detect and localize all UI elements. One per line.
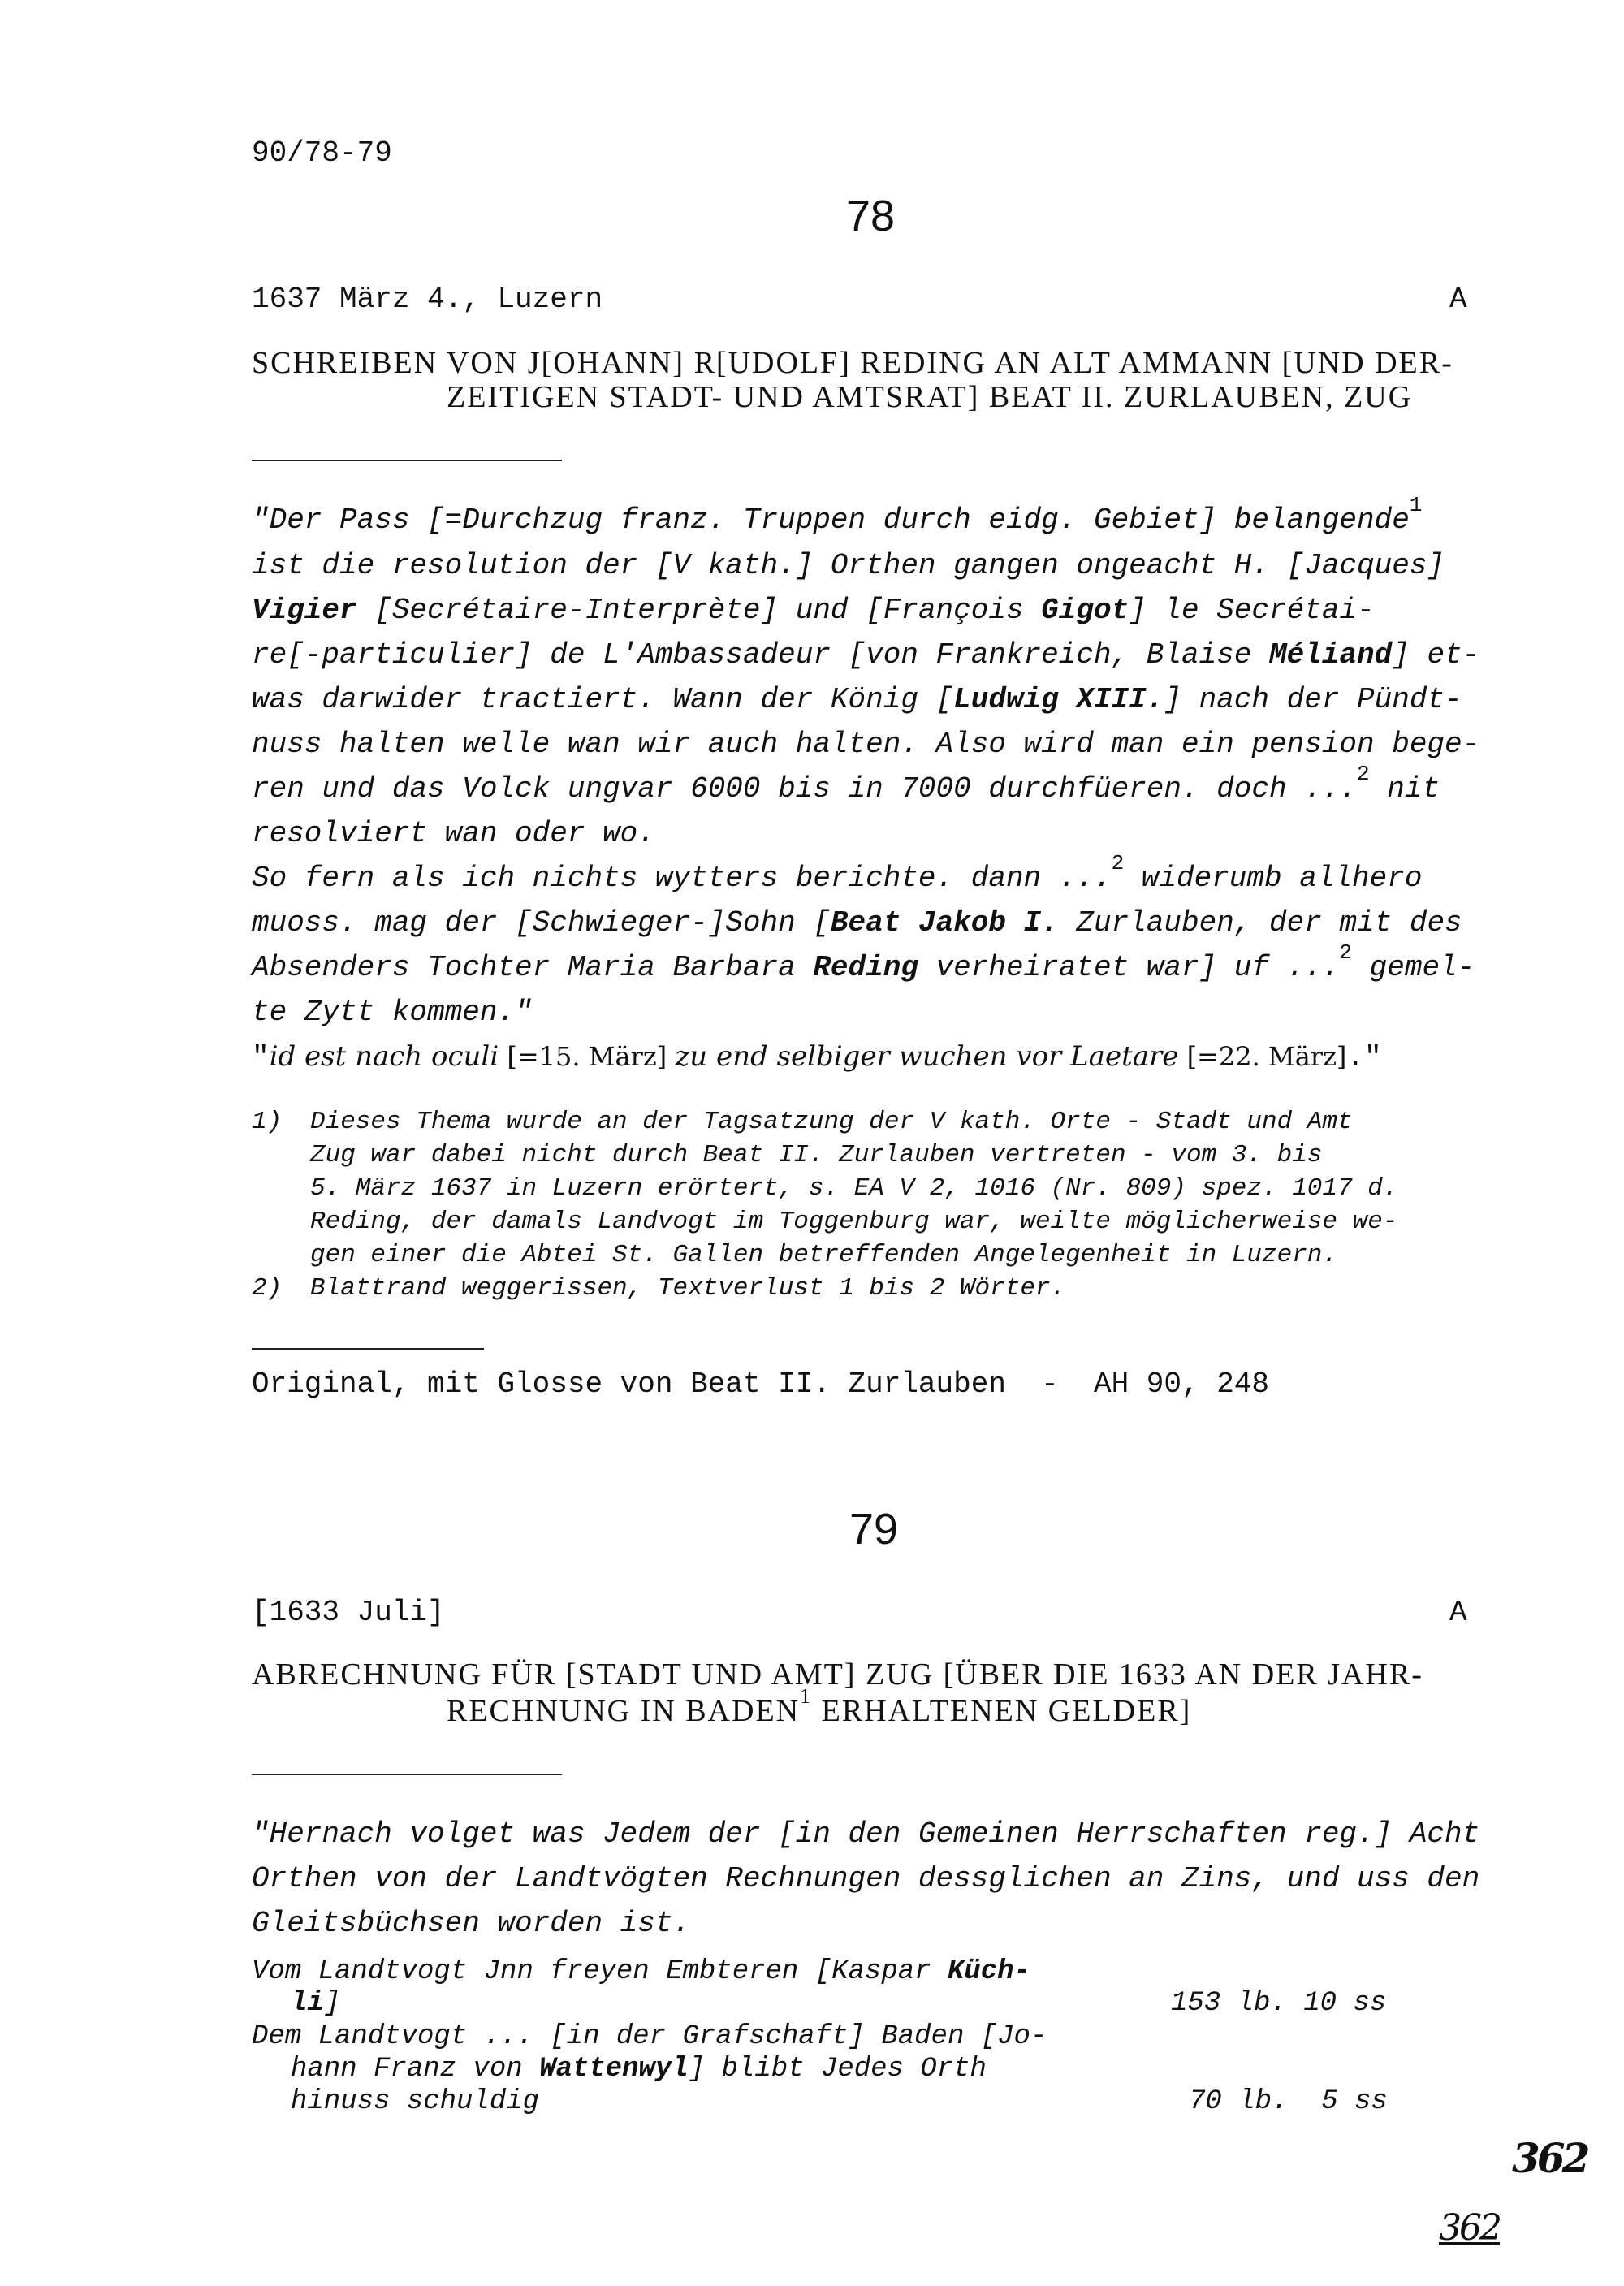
footnote-line: gen einer die Abtei St. Gallen betreffenden Angelegenheit in Luzern. <box>310 1241 1338 1269</box>
body-line: nuss halten welle wan wir auch halten. Also wird man ein pension bege- <box>252 728 1480 761</box>
document-marker: A <box>1449 283 1467 316</box>
body-line: Vigier [Secrétaire-Interprète] und [François Gigot] le Secrétai- <box>252 594 1375 627</box>
document-marker: A <box>1449 1596 1467 1629</box>
body-line: So fern als ich nichts wytters berichte. dann ...$^2$ widerumb allhero <box>252 851 1423 895</box>
section-divider <box>252 460 562 461</box>
ledger-amount: 153 lb. 10 ss <box>1171 1988 1387 2019</box>
archive-reference: 90/78-79 <box>252 136 392 170</box>
ledger-entry-line: li] <box>291 1988 341 2019</box>
ledger-entry-line: Dem Landtvogt ... [in der Grafschaft] Baden [Jo- <box>252 2021 1047 2052</box>
gloss-line: "id est nach oculi [=15. März] zu end selbiger wuchen vor Laetare [=22. März]." <box>252 1040 1382 1074</box>
footnote-line: Dieses Thema wurde an der Tagsatzung der V kath. Orte - Stadt und Amt <box>310 1108 1353 1136</box>
ledger-entry-line: Vom Landtvogt Jnn freyen Embteren [Kaspar Küch- <box>252 1956 1030 1987</box>
document-title-line: SCHREIBEN VON J[OHANN] R[UDOLF] REDING AN ALT AMMANN [UND DER- <box>252 346 1453 380</box>
body-line: resolviert wan oder wo. <box>252 817 655 850</box>
ledger-entry-line: hinuss schuldig <box>291 2086 540 2117</box>
body-line: ist die resolution der [V kath.] Orthen gangen ongeacht H. [Jacques] <box>252 549 1445 582</box>
footnote-line: Blattrand weggerissen, Textverlust 1 bis 2 Wörter. <box>310 1274 1066 1303</box>
footnote-number: 2) <box>252 1274 283 1303</box>
body-line: "Hernach volget was Jedem der [in den Gemeinen Herrschaften reg.] Acht <box>252 1817 1480 1851</box>
footnote-number: 1) <box>252 1108 283 1136</box>
footnote-line: Reding, der damals Landvogt im Toggenburg war, weilte möglicherweise we- <box>310 1208 1398 1236</box>
section-divider <box>252 1774 562 1775</box>
document-date-place: [1633 Juli] <box>252 1596 445 1629</box>
footnote-line: Zug war dabei nicht durch Beat II. Zurlauben vertreten - vom 3. bis <box>310 1141 1323 1169</box>
document-title-line: RECHNUNG IN BADEN$^1$ ERHALTENEN GELDER] <box>447 1684 1192 1728</box>
document-title-line: ZEITIGEN STADT- UND AMTSRAT] BEAT II. ZURLAUBEN, ZUG <box>447 380 1413 414</box>
page-number-handwritten: 362 <box>1439 2207 1500 2249</box>
body-line: Orthen von der Landtvögten Rechnungen dessglichen an Zins, und uss den <box>252 1862 1480 1895</box>
body-line: te Zytt kommen." <box>252 996 533 1029</box>
body-line: re[-particulier] de L'Ambassadeur [von Frankreich, Blaise Méliand] et- <box>252 638 1480 672</box>
page-number-stamp: 362 <box>1512 2134 1587 2182</box>
ledger-amount: 70 lb. 5 ss <box>1189 2086 1388 2117</box>
source-note: Original, mit Glosse von Beat II. Zurlauben - AH 90, 248 <box>252 1368 1270 1401</box>
body-line: "Der Pass [=Durchzug franz. Truppen durch eidg. Gebiet] belangende$^1$ <box>252 493 1423 537</box>
body-line: ren und das Volck ungvar 6000 bis in 7000 durchfüeren. doch ...$^2$ nit <box>252 762 1440 806</box>
document-number: 78 <box>846 192 896 240</box>
body-line: Absenders Tochter Maria Barbara Reding verheiratet war] uf ...$^2$ gemel- <box>252 940 1475 984</box>
document-title-line: ABRECHNUNG FÜR [STADT UND AMT] ZUG [ÜBER DIE 1633 AN DER JAHR- <box>252 1657 1423 1692</box>
ledger-entry-line: hann Franz von Wattenwyl] blibt Jedes Orth <box>291 2054 987 2085</box>
section-divider <box>252 1348 484 1350</box>
document-date-place: 1637 März 4., Luzern <box>252 283 603 316</box>
document-number: 79 <box>849 1505 899 1554</box>
body-line: was darwider tractiert. Wann der König [Ludwig XIII.] nach der Pündt- <box>252 683 1462 716</box>
body-line: Gleitsbüchsen worden ist. <box>252 1907 691 1940</box>
body-line: muoss. mag der [Schwieger-]Sohn [Beat Jakob I. Zurlauben, der mit des <box>252 906 1462 940</box>
footnote-line: 5. März 1637 in Luzern erörtert, s. EA V 2, 1016 (Nr. 809) spez. 1017 d. <box>310 1174 1398 1203</box>
